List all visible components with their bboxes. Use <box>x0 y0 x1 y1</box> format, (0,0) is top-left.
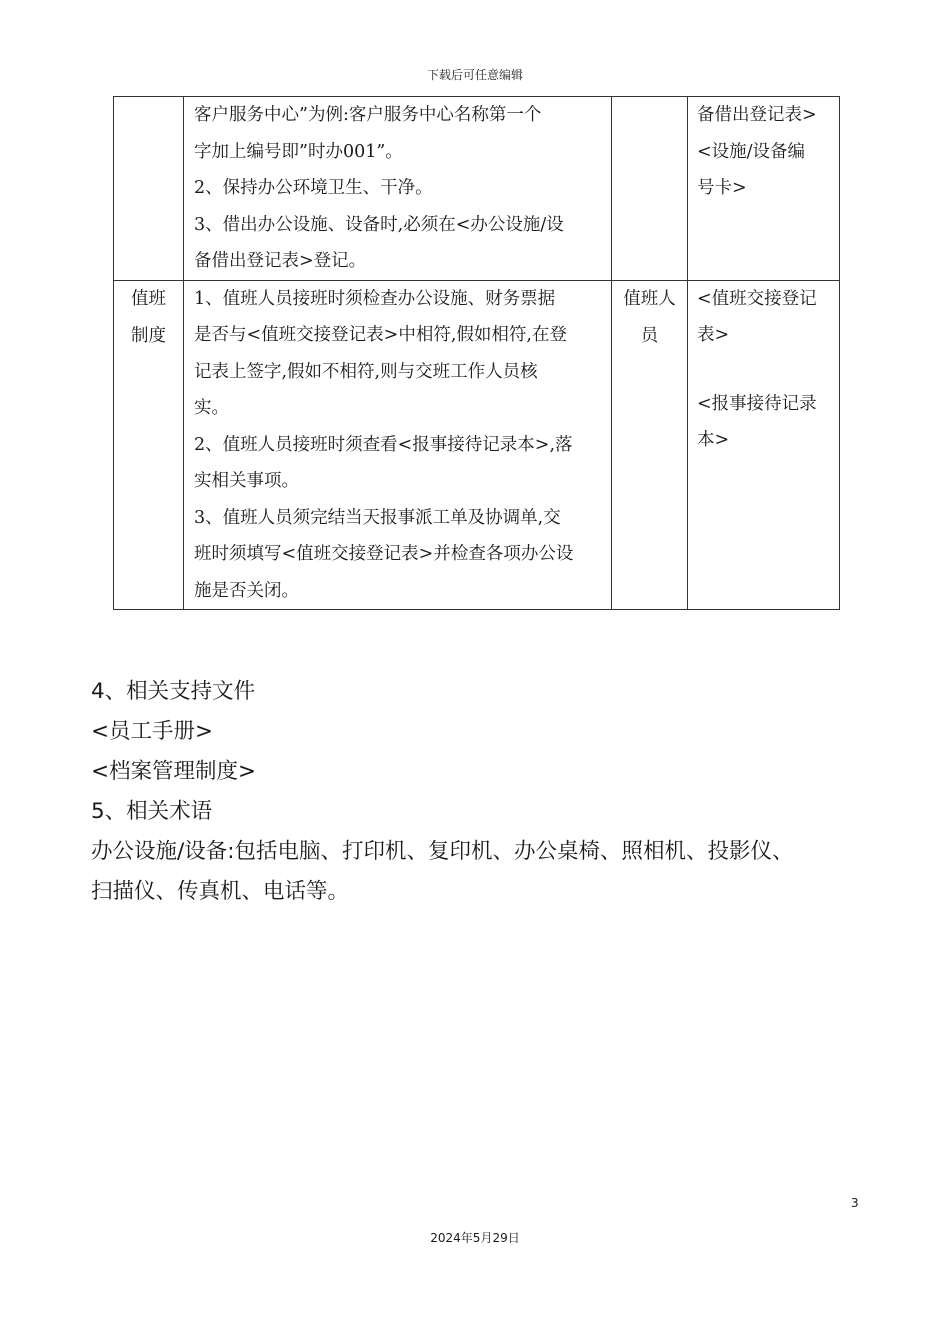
responsible-cell <box>612 280 688 610</box>
content-line: 字加上编号即”时办001”。 <box>194 141 403 162</box>
page-number: 3 <box>851 1196 859 1210</box>
content-line: 3、值班人员须完结当天报事派工单及协调单,交 <box>194 507 561 528</box>
content-cell <box>184 280 612 610</box>
records-cell <box>688 280 840 610</box>
support-section <box>91 672 871 912</box>
definition-line: 扫描仪、传真机、电话等。 <box>91 879 350 904</box>
record-line: 表> <box>697 325 730 345</box>
content-line: 1、值班人员接班时须检查办公设施、财务票据 <box>194 288 556 309</box>
records-cell <box>688 97 840 281</box>
record-line: <设施/设备编 <box>697 141 806 162</box>
section-heading: 5、相关术语 <box>91 799 213 824</box>
content-line: 2、值班人员接班时须查看<报事接待记录本>,落 <box>194 434 573 455</box>
content-line: 3、借出办公设施、设备时,必须在<办公设施/设 <box>194 214 564 235</box>
content-line: 班时须填写<值班交接登记表>并检查各项办公设 <box>194 544 574 564</box>
document-item: <员工手册> <box>91 719 214 744</box>
content-cell <box>184 97 612 281</box>
content-line: 备借出登记表>登记。 <box>194 251 367 271</box>
record-line: <报事接待记录 <box>697 393 817 414</box>
responsible-cell <box>612 97 688 281</box>
responsible-label: 员 <box>640 325 659 346</box>
responsible-label: 值班人 <box>623 288 676 309</box>
content-line: 是否与<值班交接登记表>中相符,假如相符,在登 <box>194 325 567 345</box>
table-row <box>114 97 840 281</box>
record-line: 号卡> <box>697 178 747 198</box>
content-line: 客户服务中心”为例:客户服务中心名称第一个 <box>194 105 542 125</box>
content-line: 实相关事项。 <box>194 471 299 491</box>
duty-rules-table <box>113 96 840 610</box>
section-heading: 4、相关支持文件 <box>91 679 256 704</box>
category-cell <box>114 97 184 281</box>
content-line: 记表上签字,假如不相符,则与交班工作人员核 <box>194 361 538 382</box>
footer-date: 2024年5月29日 <box>430 1231 520 1245</box>
page-header: 下载后可任意编辑 <box>426 68 523 82</box>
category-label: 值班 <box>131 288 166 309</box>
record-line: <值班交接登记 <box>697 288 817 309</box>
content-line: 施是否关闭。 <box>194 580 299 601</box>
document-item: <档案管理制度> <box>91 759 257 784</box>
category-label: 制度 <box>131 325 166 346</box>
record-line: 备借出登记表> <box>697 105 817 125</box>
content-line: 2、保持办公环境卫生、干净。 <box>194 178 433 198</box>
category-cell <box>114 280 184 610</box>
table-row <box>114 280 840 610</box>
record-line: 本> <box>697 430 730 450</box>
content-line: 实。 <box>194 398 229 418</box>
definition-line: 办公设施/设备:包括电脑、打印机、复印机、办公桌椅、照相机、投影仪、 <box>91 839 794 864</box>
